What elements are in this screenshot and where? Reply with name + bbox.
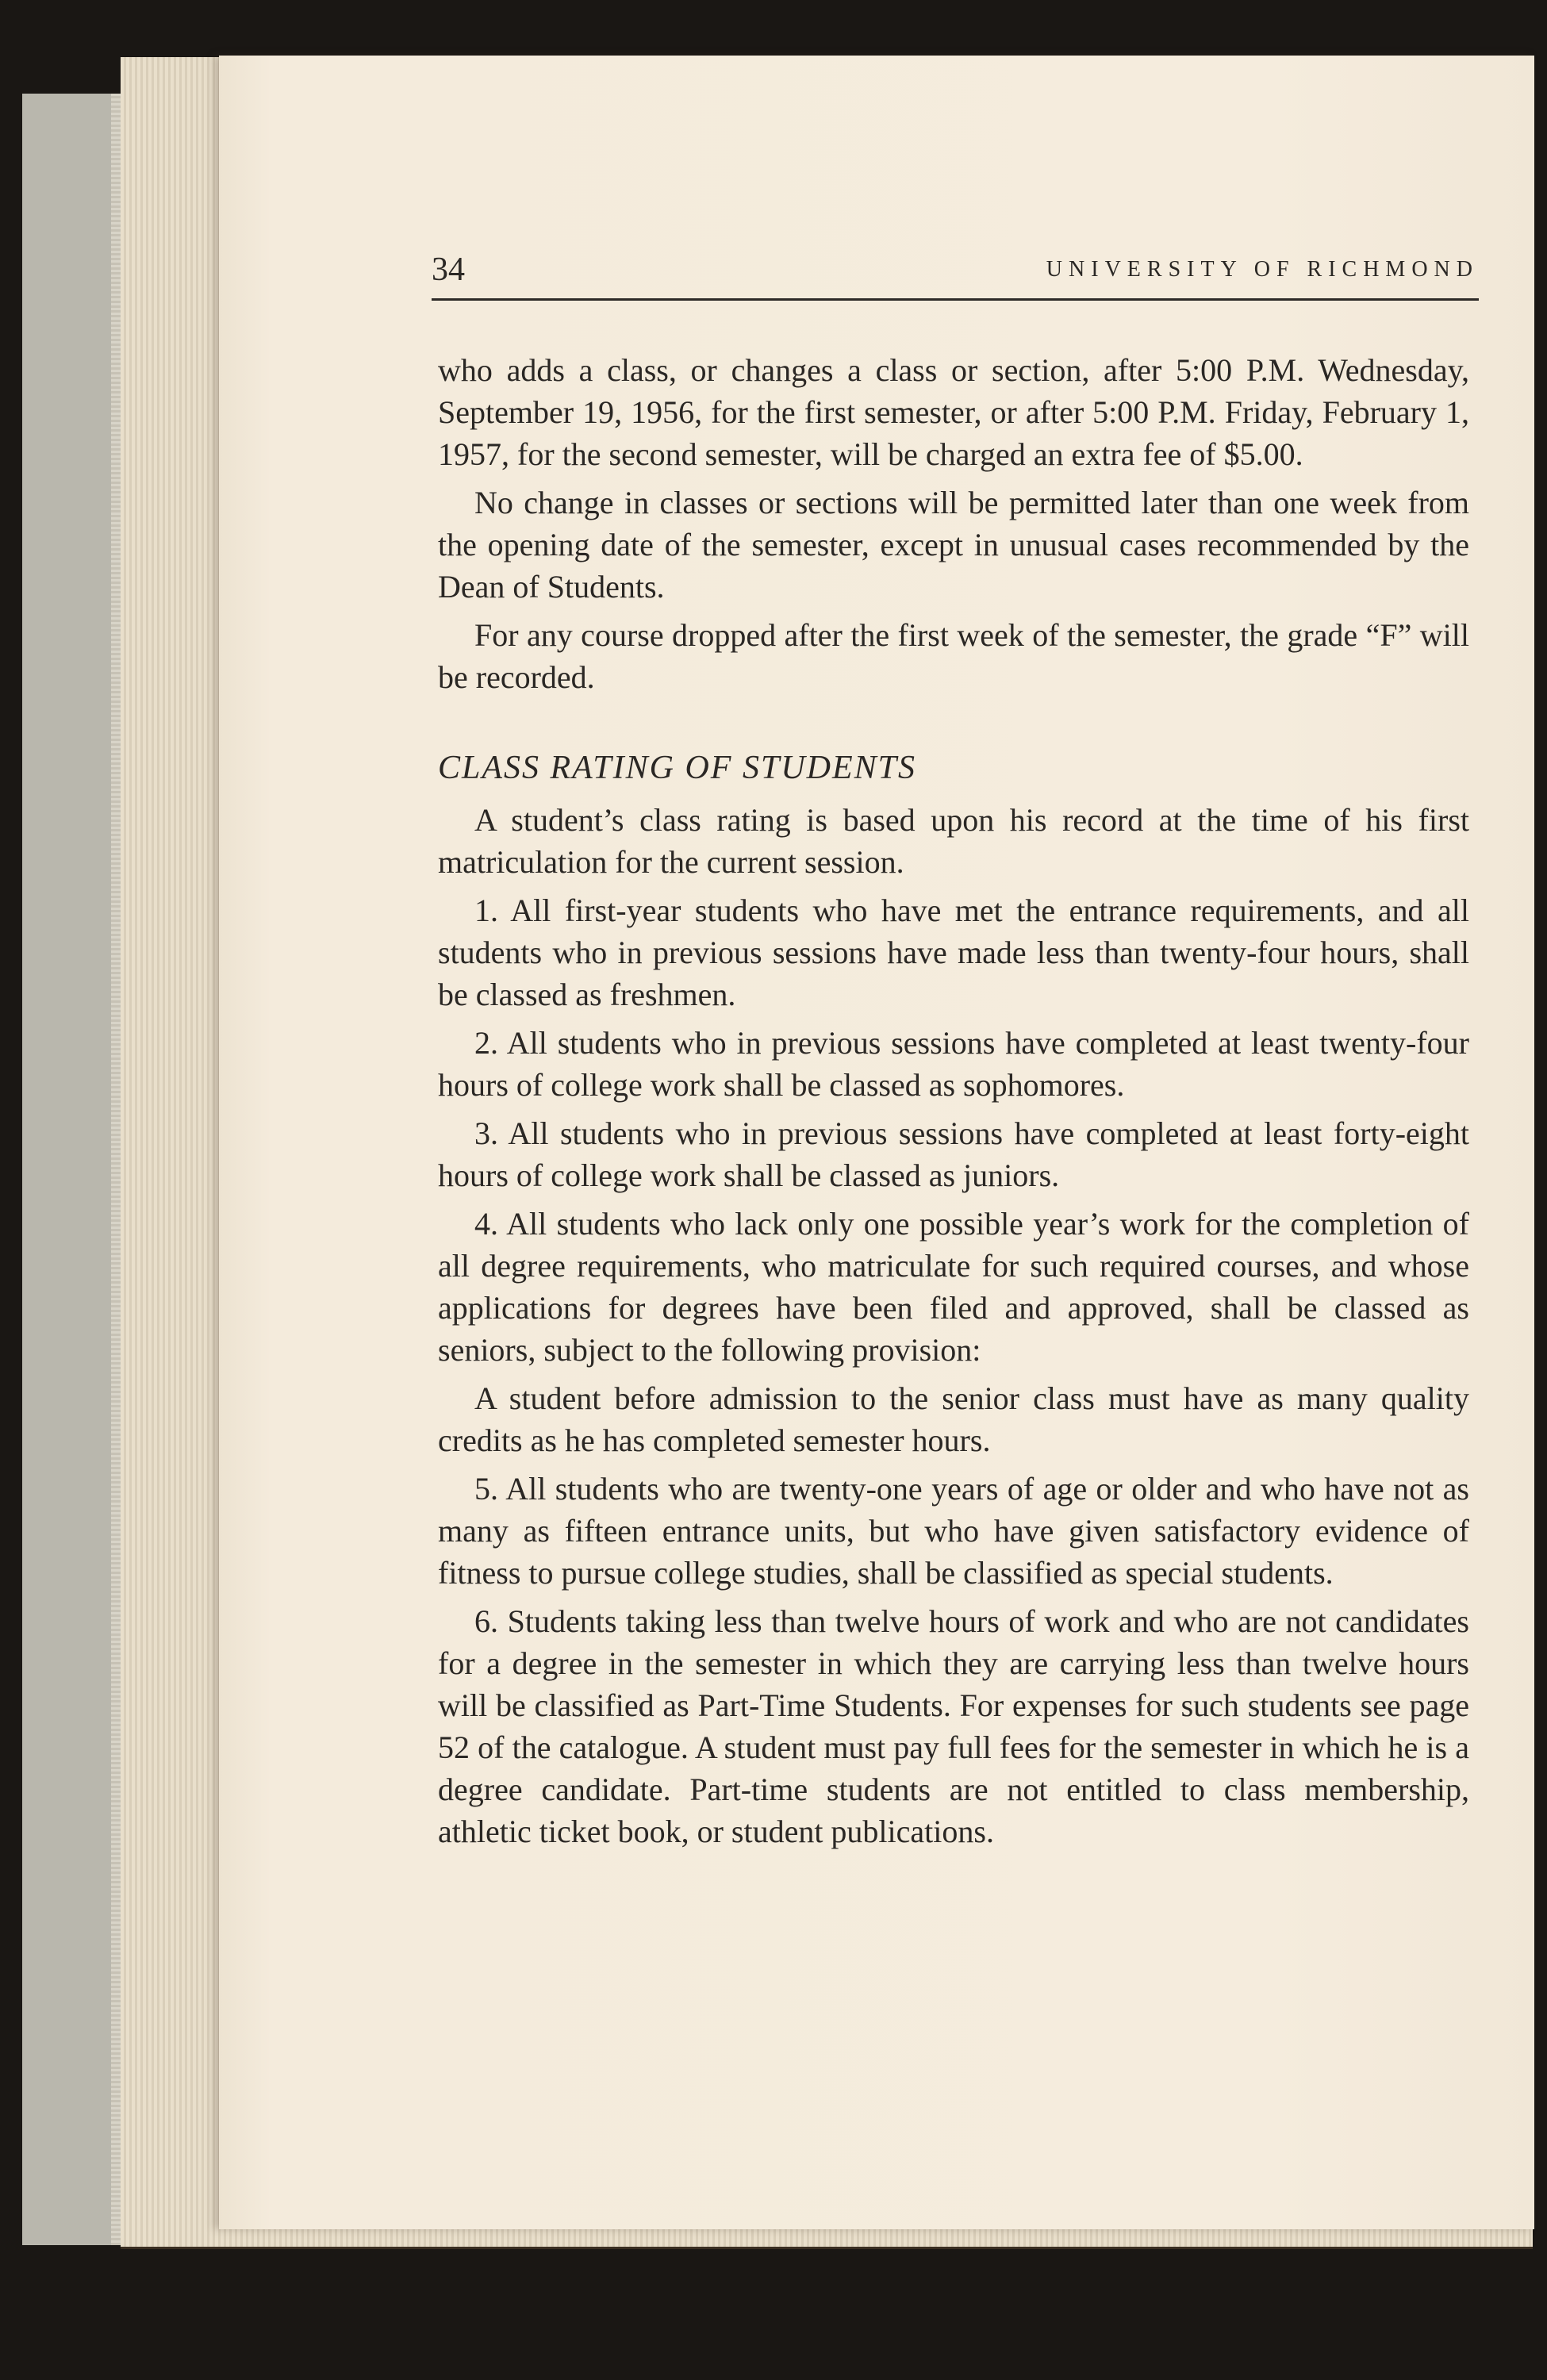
paragraph-late-change-fee: who adds a class, or changes a class or section, after 5:00 P.M. Wednesday, September 19, 1956, for the first semester, or after 5:00 P.M. Friday, February 1, 1957, for the second semester, will be charged an extra fee of $5.00. (438, 352, 1469, 472)
list-item: 5. All students who are twenty-one years of age or older and who have not as many as fifteen entrance units, but who have given satisfactory evidence of fitness to pursue college studies, shall be classified as special students. (438, 1471, 1469, 1591)
running-head: UNIVERSITY OF RICHMOND (1046, 257, 1479, 282)
section-heading: CLASS RATING OF STUDENTS (438, 750, 917, 786)
section-intro: A student’s class rating is based upon his record at the time of his first matriculation for the current session. (438, 802, 1469, 880)
list-item: 6. Students taking less than twelve hours of work and who are not candidates for a degree in the semester in which they are carrying less than twelve hours will be classified as Part-Time Students. For expenses for such students see page 52 of the catalogue. A student must pay full fees for the semester in which he is a degree candidate. Part-time students are not entitled to class membership, athletic ticket book, or student publications. (438, 1603, 1469, 1849)
list-item: 3. All students who in previous sessions have completed at least forty-eight hours of college work shall be classed as juniors. (438, 1115, 1469, 1193)
paragraph-change-deadline: No change in classes or sections will be permitted later than one week from the opening date of the semester, except in unusual cases recommended by the Dean of Students. (438, 485, 1469, 605)
page-number: 34 (432, 251, 465, 288)
list-item: 1. All first-year students who have met the entrance requirements, and all students who in previous sessions have made less than twenty-four hours, shall be classed as freshmen. (438, 892, 1469, 1012)
list-item: 2. All students who in previous sessions have completed at least twenty-four hours of college work shall be classed as sophomores. (438, 1025, 1469, 1103)
page-body (438, 349, 1469, 1859)
provision-text: A student before admission to the senior class must have as many quality credits as he has completed semester hours. (438, 1380, 1469, 1458)
page-header (432, 240, 1479, 301)
paragraph-dropped-course: For any course dropped after the first week of the semester, the grade “F” will be recorded. (438, 617, 1469, 695)
list-item: 4. All students who lack only one possible year’s work for the completion of all degree requirements, who matriculate for such required courses, and whose applications for degrees have been filed and approved, shall be classed as seniors, subject to the following provision: (438, 1206, 1469, 1368)
